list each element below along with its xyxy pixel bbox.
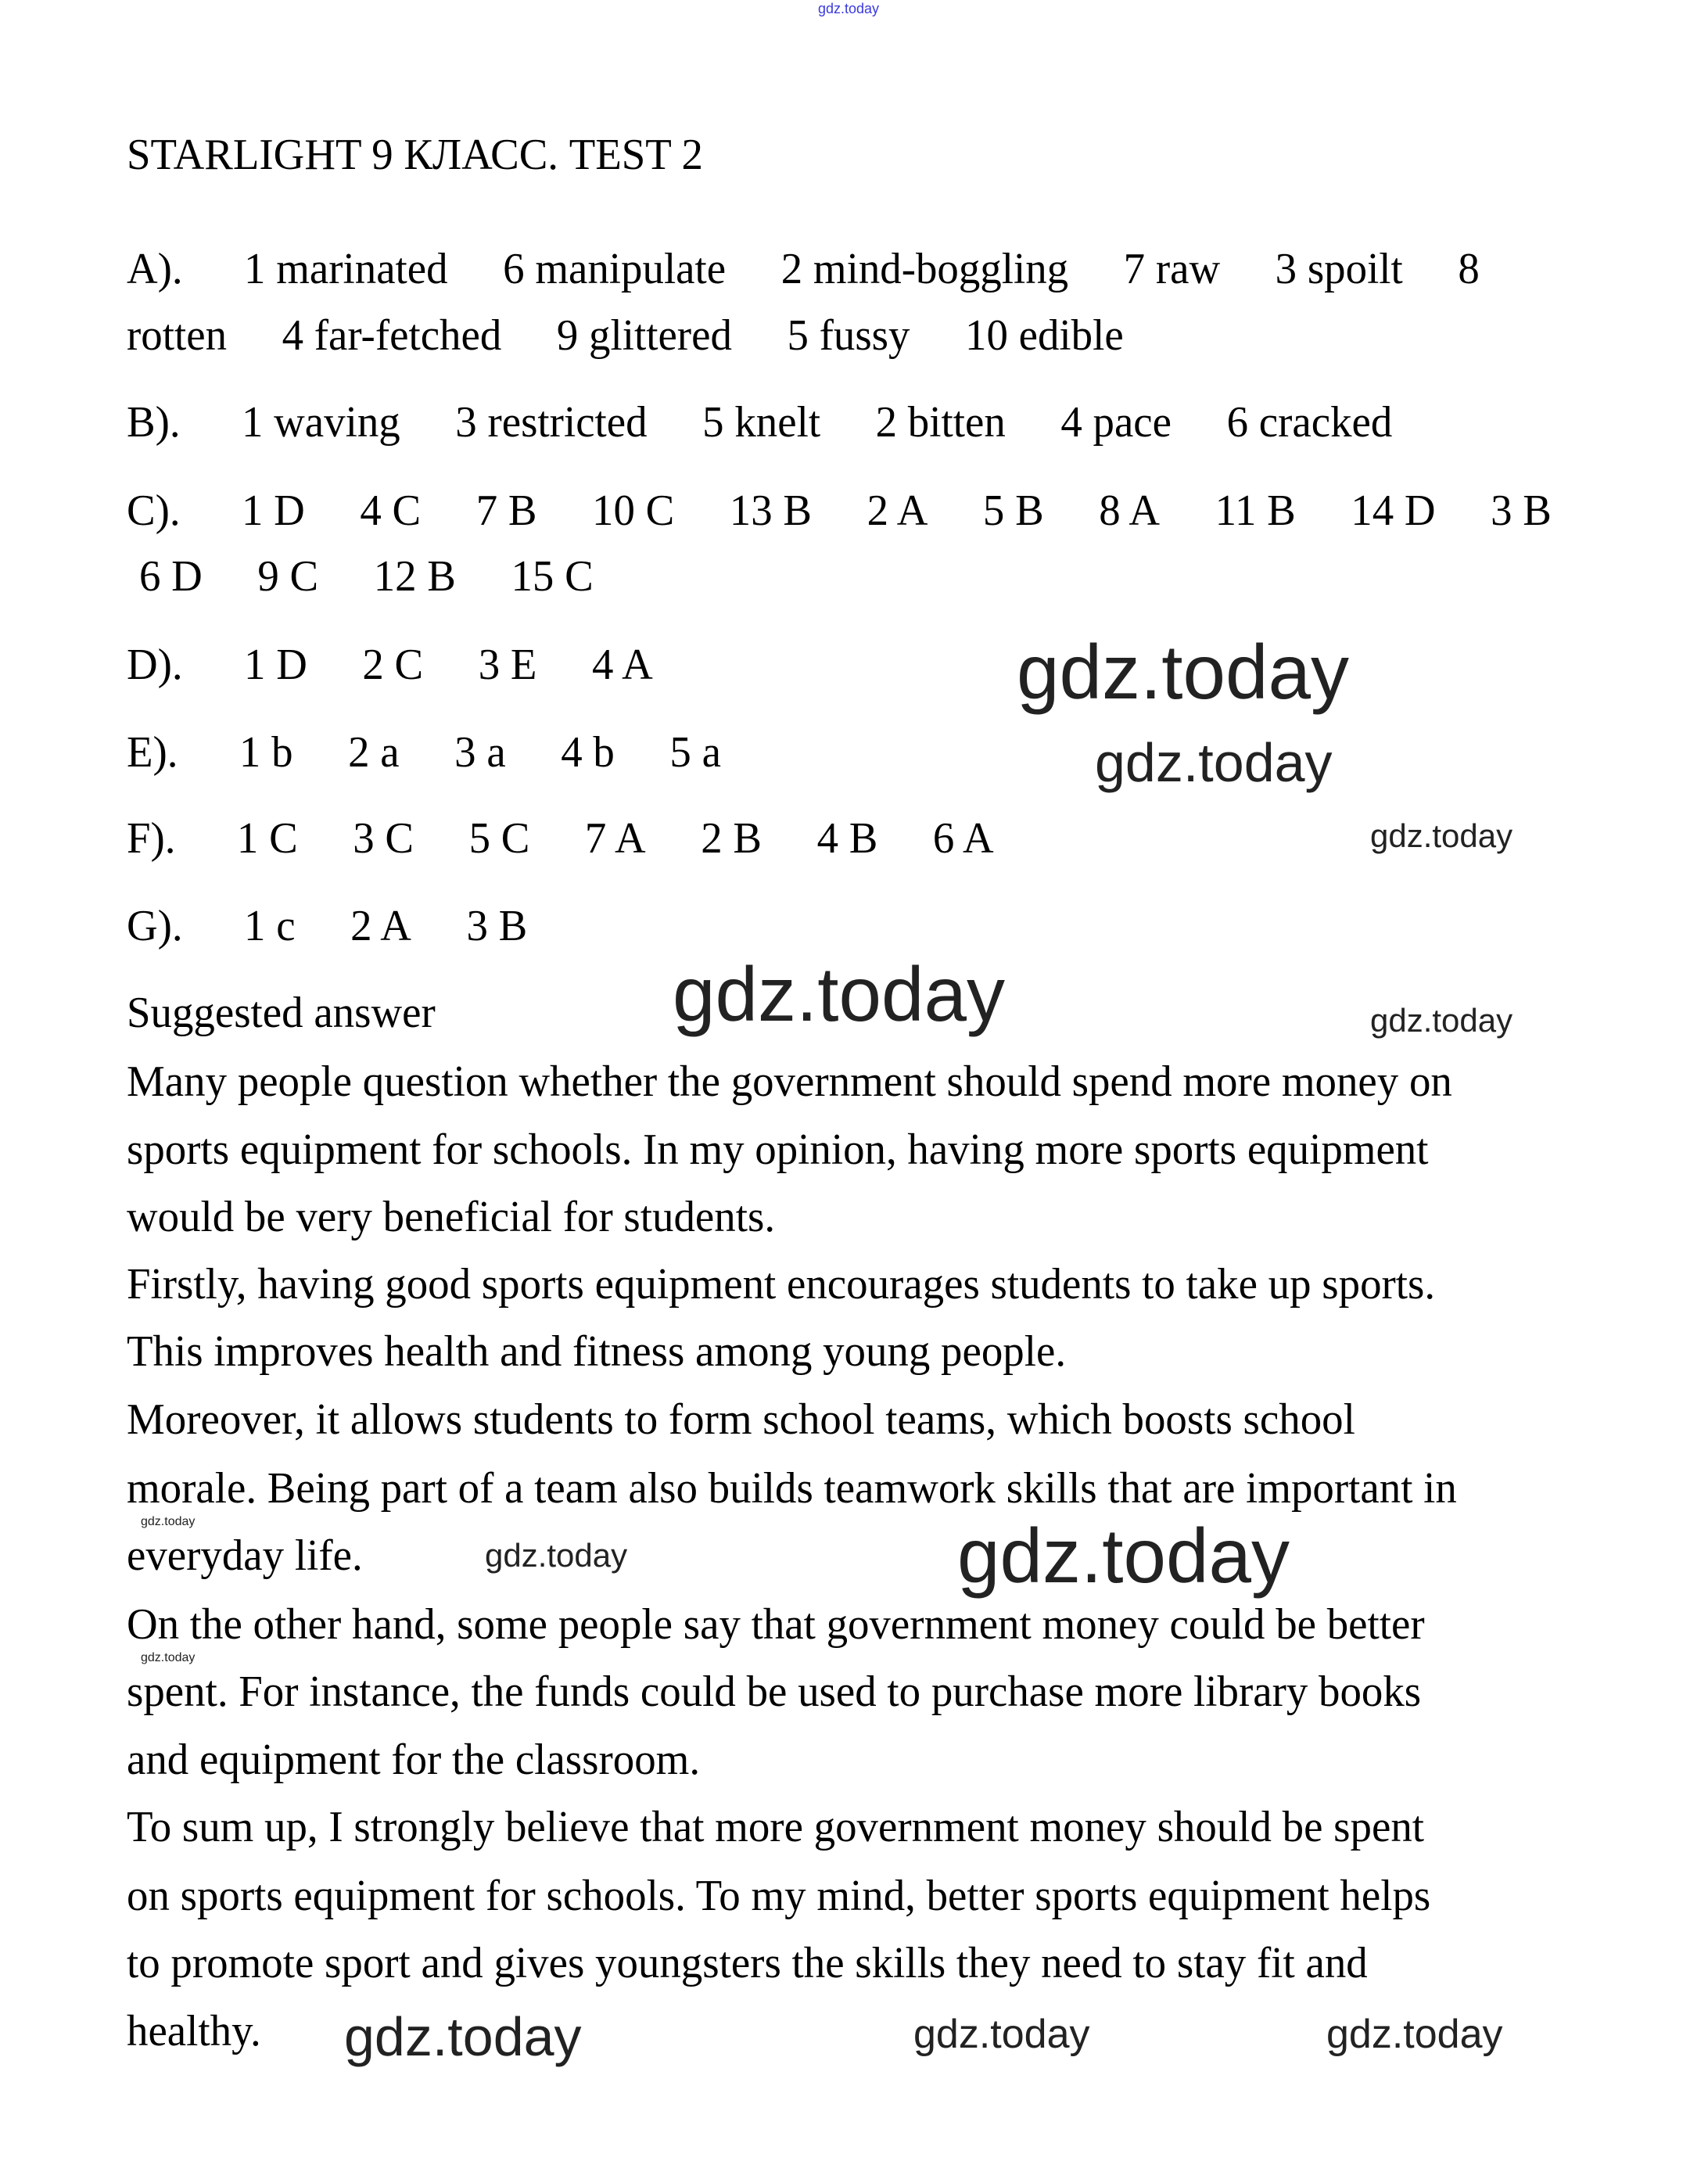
- answer-item: 5 B: [982, 486, 1044, 535]
- answer-item: 8 A: [1099, 486, 1161, 535]
- answer-item: 4 pace: [1060, 398, 1172, 447]
- answer-item: 1 b: [239, 728, 293, 777]
- essay-line: on sports equipment for schools. To my mind, better sports equipment helps: [127, 1872, 1431, 1920]
- essay-line: and equipment for the classroom.: [127, 1736, 701, 1784]
- answer-item: 13 B: [729, 486, 813, 535]
- essay-line: to promote sport and gives youngsters the skills they need to stay fit and: [127, 1939, 1368, 1987]
- page-title: STARLIGHT 9 КЛАСС. TEST 2: [127, 131, 704, 179]
- answer-item: 3 B: [1491, 486, 1552, 535]
- essay-line: Many people question whether the government should spend more money on: [127, 1057, 1452, 1106]
- answer-item: 6 D: [139, 552, 203, 601]
- answer-item: rotten: [127, 311, 228, 360]
- watermark: gdz.today: [1370, 1002, 1513, 1039]
- answer-item: 9 C: [257, 552, 319, 601]
- answer-item: 3 spoilt: [1275, 245, 1403, 293]
- answer-item: 4 A: [591, 641, 653, 689]
- section-f: [127, 814, 1039, 863]
- section-c-line2: [139, 552, 638, 601]
- essay-line: spent. For instance, the funds could be used to purchase more library books: [127, 1668, 1422, 1716]
- answer-item: 3 restricted: [455, 398, 648, 447]
- watermark: gdz.today: [485, 1537, 628, 1574]
- section-label: F).: [127, 814, 176, 863]
- answer-item: 3 B: [466, 902, 528, 950]
- section-e: [127, 728, 766, 777]
- answer-item: 10 edible: [965, 311, 1124, 360]
- watermark: gdz.today: [913, 2012, 1090, 2057]
- section-label: A).: [127, 245, 183, 293]
- answer-item: 1 D: [242, 486, 305, 535]
- answer-item: 9 glittered: [556, 311, 732, 360]
- answer-item: 2 C: [362, 641, 424, 689]
- essay-line: everyday life.: [127, 1531, 363, 1580]
- watermark: gdz.today: [957, 1513, 1290, 1599]
- answer-item: 8: [1458, 245, 1480, 293]
- essay-line: On the other hand, some people say that government money could be better: [127, 1600, 1425, 1649]
- answer-item: 15 C: [511, 552, 594, 601]
- answer-item: 5 a: [669, 728, 721, 777]
- watermark: gdz.today: [1370, 817, 1513, 854]
- answer-item: 14 D: [1351, 486, 1436, 535]
- watermark: gdz.today: [1017, 629, 1349, 715]
- section-g: [127, 904, 572, 948]
- answer-item: 5 knelt: [702, 398, 821, 447]
- essay-line: To sum up, I strongly believe that more government money should be spent: [127, 1803, 1425, 1851]
- answer-item: 5 fussy: [787, 311, 910, 360]
- answer-item: 7 A: [584, 814, 646, 863]
- answer-item: 7 B: [475, 486, 537, 535]
- answer-item: 4 b: [561, 728, 615, 777]
- answer-item: 5 C: [468, 814, 530, 863]
- section-label: E).: [127, 728, 178, 777]
- watermark: gdz.today: [141, 1651, 196, 1664]
- section-d: [127, 643, 698, 687]
- essay-line: Firstly, having good sports equipment encourages students to take up sports.: [127, 1260, 1436, 1309]
- answer-item: 4 far-fetched: [282, 311, 502, 360]
- watermark: gdz.today: [1326, 2012, 1503, 2057]
- answer-item: 6 cracked: [1226, 398, 1393, 447]
- answer-item: 1 C: [236, 814, 298, 863]
- watermark: gdz.today: [344, 2006, 582, 2067]
- answer-item: 6 manipulate: [503, 245, 727, 293]
- answer-item: 3 C: [353, 814, 414, 863]
- essay-line: morale. Being part of a team also builds teamwork skills that are important in: [127, 1464, 1457, 1513]
- answer-item: 1 D: [244, 641, 307, 689]
- answer-item: 1 waving: [242, 398, 400, 447]
- answer-item: 3 E: [478, 641, 537, 689]
- section-label: G).: [127, 902, 183, 950]
- answer-item: 2 bitten: [875, 398, 1006, 447]
- watermark-top: gdz.today: [818, 1, 880, 16]
- section-a-line2: [127, 311, 1124, 360]
- section-label: D).: [127, 641, 183, 689]
- answer-item: 6 A: [932, 814, 994, 863]
- answer-item: 2 mind-boggling: [780, 245, 1069, 293]
- watermark: gdz.today: [1095, 732, 1333, 793]
- essay-line: This improves health and fitness among young people.: [127, 1327, 1067, 1376]
- essay-line: would be very beneficial for students.: [127, 1193, 776, 1241]
- watermark: gdz.today: [673, 951, 1005, 1037]
- essay-heading: Suggested answer: [127, 989, 436, 1037]
- answer-item: 2 a: [348, 728, 400, 777]
- answer-item: 10 C: [592, 486, 675, 535]
- answer-item: 2 A: [867, 486, 928, 535]
- section-label: B).: [127, 398, 181, 447]
- answer-item: 1 c: [244, 902, 296, 950]
- answer-item: 4 C: [360, 486, 422, 535]
- answer-item: 3 a: [454, 728, 506, 777]
- essay-line: healthy.: [127, 2007, 261, 2055]
- section-label: C).: [127, 486, 181, 535]
- answer-item: 11 B: [1215, 486, 1296, 535]
- answer-item: 4 B: [816, 814, 878, 863]
- watermark: gdz.today: [141, 1515, 196, 1528]
- answer-item: 2 A: [350, 902, 411, 950]
- essay-line: Moreover, it allows students to form school teams, which boosts school: [127, 1395, 1355, 1444]
- essay-line: sports equipment for schools. In my opinion, having more sports equipment: [127, 1125, 1429, 1174]
- section-a-line1: [127, 247, 1524, 291]
- section-b: [127, 398, 1437, 447]
- answer-item: 12 B: [373, 552, 456, 601]
- answer-item: 7 raw: [1123, 245, 1221, 293]
- answer-item: 1 marinated: [244, 245, 448, 293]
- answer-item: 2 B: [701, 814, 762, 863]
- section-c-line1: [127, 486, 1552, 535]
